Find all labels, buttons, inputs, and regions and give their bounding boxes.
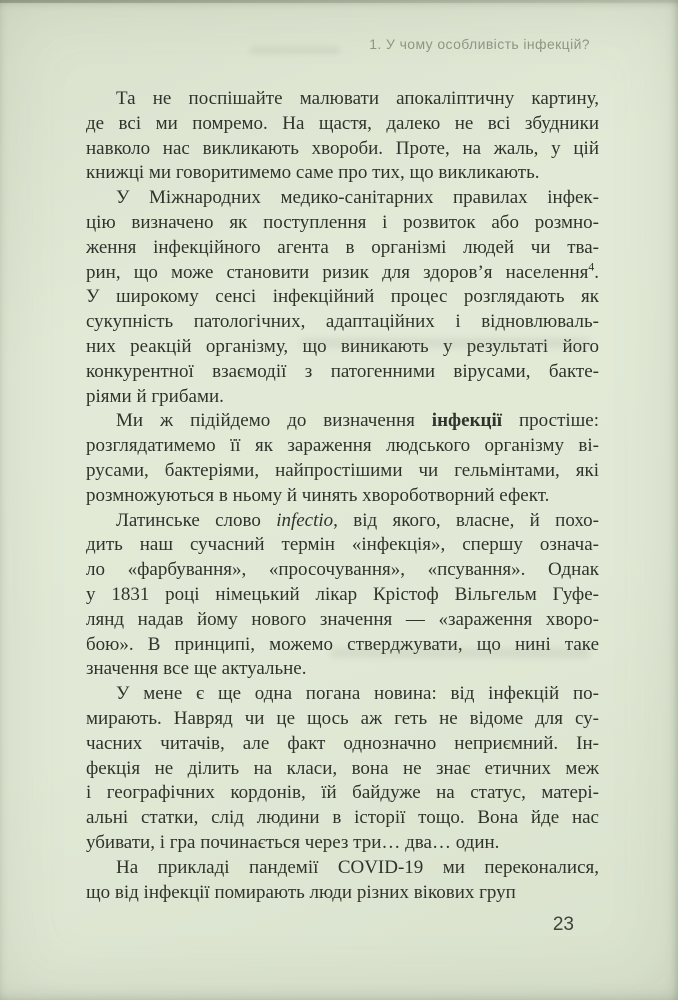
page-number: 23 (552, 914, 574, 935)
text-line (86, 657, 599, 682)
text-segment: дить наш сучасний термін «інфекція», спершу означа- (86, 534, 599, 556)
text-line (86, 707, 599, 732)
text-segment: ріями й грибами. (86, 385, 224, 407)
text-line (86, 261, 599, 286)
text-line (86, 186, 599, 211)
text-segment: Та не поспішайте малювати апокаліптичну картину, (116, 88, 599, 109)
text-line (86, 236, 599, 261)
text-segment: конкурентної взаємодії з патогенними вірусами, бакте- (86, 360, 599, 382)
text-segment: книжці ми говоритимемо саме про тих, що викликають. (86, 162, 540, 184)
text-segment: infectio (276, 509, 334, 531)
text-segment: мирають. Навряд чи це щось аж геть не відоме для су- (86, 707, 599, 729)
text-line (86, 509, 599, 534)
text-segment: розмножуються в ньому й чинять хвороботворний ефект. (86, 484, 550, 506)
text-segment: У широкому сенсі інфекційний процес розглядають як (86, 286, 599, 308)
text-segment: інфекції (431, 410, 503, 432)
text-segment: убивати, і гра починається через три… два… один. (86, 831, 500, 853)
running-header: 1. У чому особливість інфекцій? (369, 36, 590, 52)
bleed-through-ghost (300, 338, 590, 348)
text-segment: альні статки, слід людини в історії тощо. Вона йде нас (86, 807, 599, 829)
text-segment: навколо нас викликають хвороби. Проте, на жаль, у цій (86, 137, 599, 159)
text-line (86, 385, 599, 410)
text-line (86, 484, 599, 509)
bleed-through-ghost (330, 648, 590, 658)
text-block (86, 87, 599, 905)
text-segment: Ми ж підійдемо до визначення (116, 410, 432, 432)
text-line (86, 732, 599, 757)
text-segment: , від якого, власне, й похо- (333, 509, 599, 531)
text-line (86, 682, 599, 707)
text-segment: сукупність патологічних, адаптаційних і відновлюваль- (86, 311, 599, 333)
text-line (86, 881, 599, 906)
text-segment: що від інфекції помирають люди різних вікових груп (86, 881, 516, 903)
text-segment: На прикладі пандемії COVID-19 ми переконалися, (116, 856, 599, 878)
text-line (86, 806, 599, 831)
text-line (86, 533, 599, 558)
text-line (86, 211, 599, 236)
text-segment: значення все ще актуальне. (86, 658, 307, 680)
text-segment: ло «фарбування», «просочування», «псування». Однак (86, 559, 599, 581)
text-line (86, 137, 599, 162)
text-segment: лянд надав йому нового значення — «зараження хворо- (86, 608, 599, 630)
text-line (86, 161, 599, 186)
text-line (86, 459, 599, 484)
text-line (86, 409, 599, 434)
text-line (86, 856, 599, 881)
text-segment: ження інфекційного агента в організмі людей чи тва- (86, 236, 599, 258)
text-segment: бою». В принципі, можемо стверджувати, що нині таке (86, 633, 599, 655)
text-line (86, 285, 599, 310)
text-line (86, 87, 599, 112)
text-segment: фекція не ділить на класи, вона не знає етичних меж (86, 757, 599, 779)
text-segment: них реакцій організму, що виникають у результаті його (86, 335, 599, 357)
text-line (86, 781, 599, 806)
text-segment: цію визначено як поступлення і розвиток або розмно- (86, 211, 599, 233)
text-segment: Латинське слово (116, 509, 277, 531)
text-line (86, 434, 599, 459)
text-segment: рин, що може становити ризик для здоров’я населення (86, 261, 589, 283)
text-segment: У Міжнародних медико-санітарних правилах інфек- (116, 187, 599, 209)
text-line (86, 608, 599, 633)
text-line (86, 310, 599, 335)
text-segment: і географічних кордонів, їй байдуже на статус, матері- (86, 782, 599, 804)
text-segment: . (594, 261, 599, 283)
text-line (86, 112, 599, 137)
text-line (86, 558, 599, 583)
text-segment: У мене є ще одна погана новина: від інфекцій по- (116, 683, 599, 705)
text-line (86, 831, 599, 856)
text-line (86, 583, 599, 608)
text-segment: русами, бактеріями, найпростішими чи гельмінтами, які (86, 459, 599, 481)
text-line (86, 757, 599, 782)
text-segment: 4 (588, 260, 595, 274)
text-segment: розглядатимемо її як зараження людського організму ві- (86, 435, 599, 457)
text-segment: де всі ми помремо. На щастя, далеко не всі збудники (86, 112, 599, 134)
text-segment: у 1831 році німецький лікар Крістоф Вільгельм Гуфе- (86, 583, 599, 605)
bleed-through-ghost (250, 46, 340, 54)
text-segment: часних читачів, але факт однозначно неприємний. Ін- (86, 732, 599, 754)
text-line (86, 360, 599, 385)
text-segment: простіше: (502, 410, 599, 432)
